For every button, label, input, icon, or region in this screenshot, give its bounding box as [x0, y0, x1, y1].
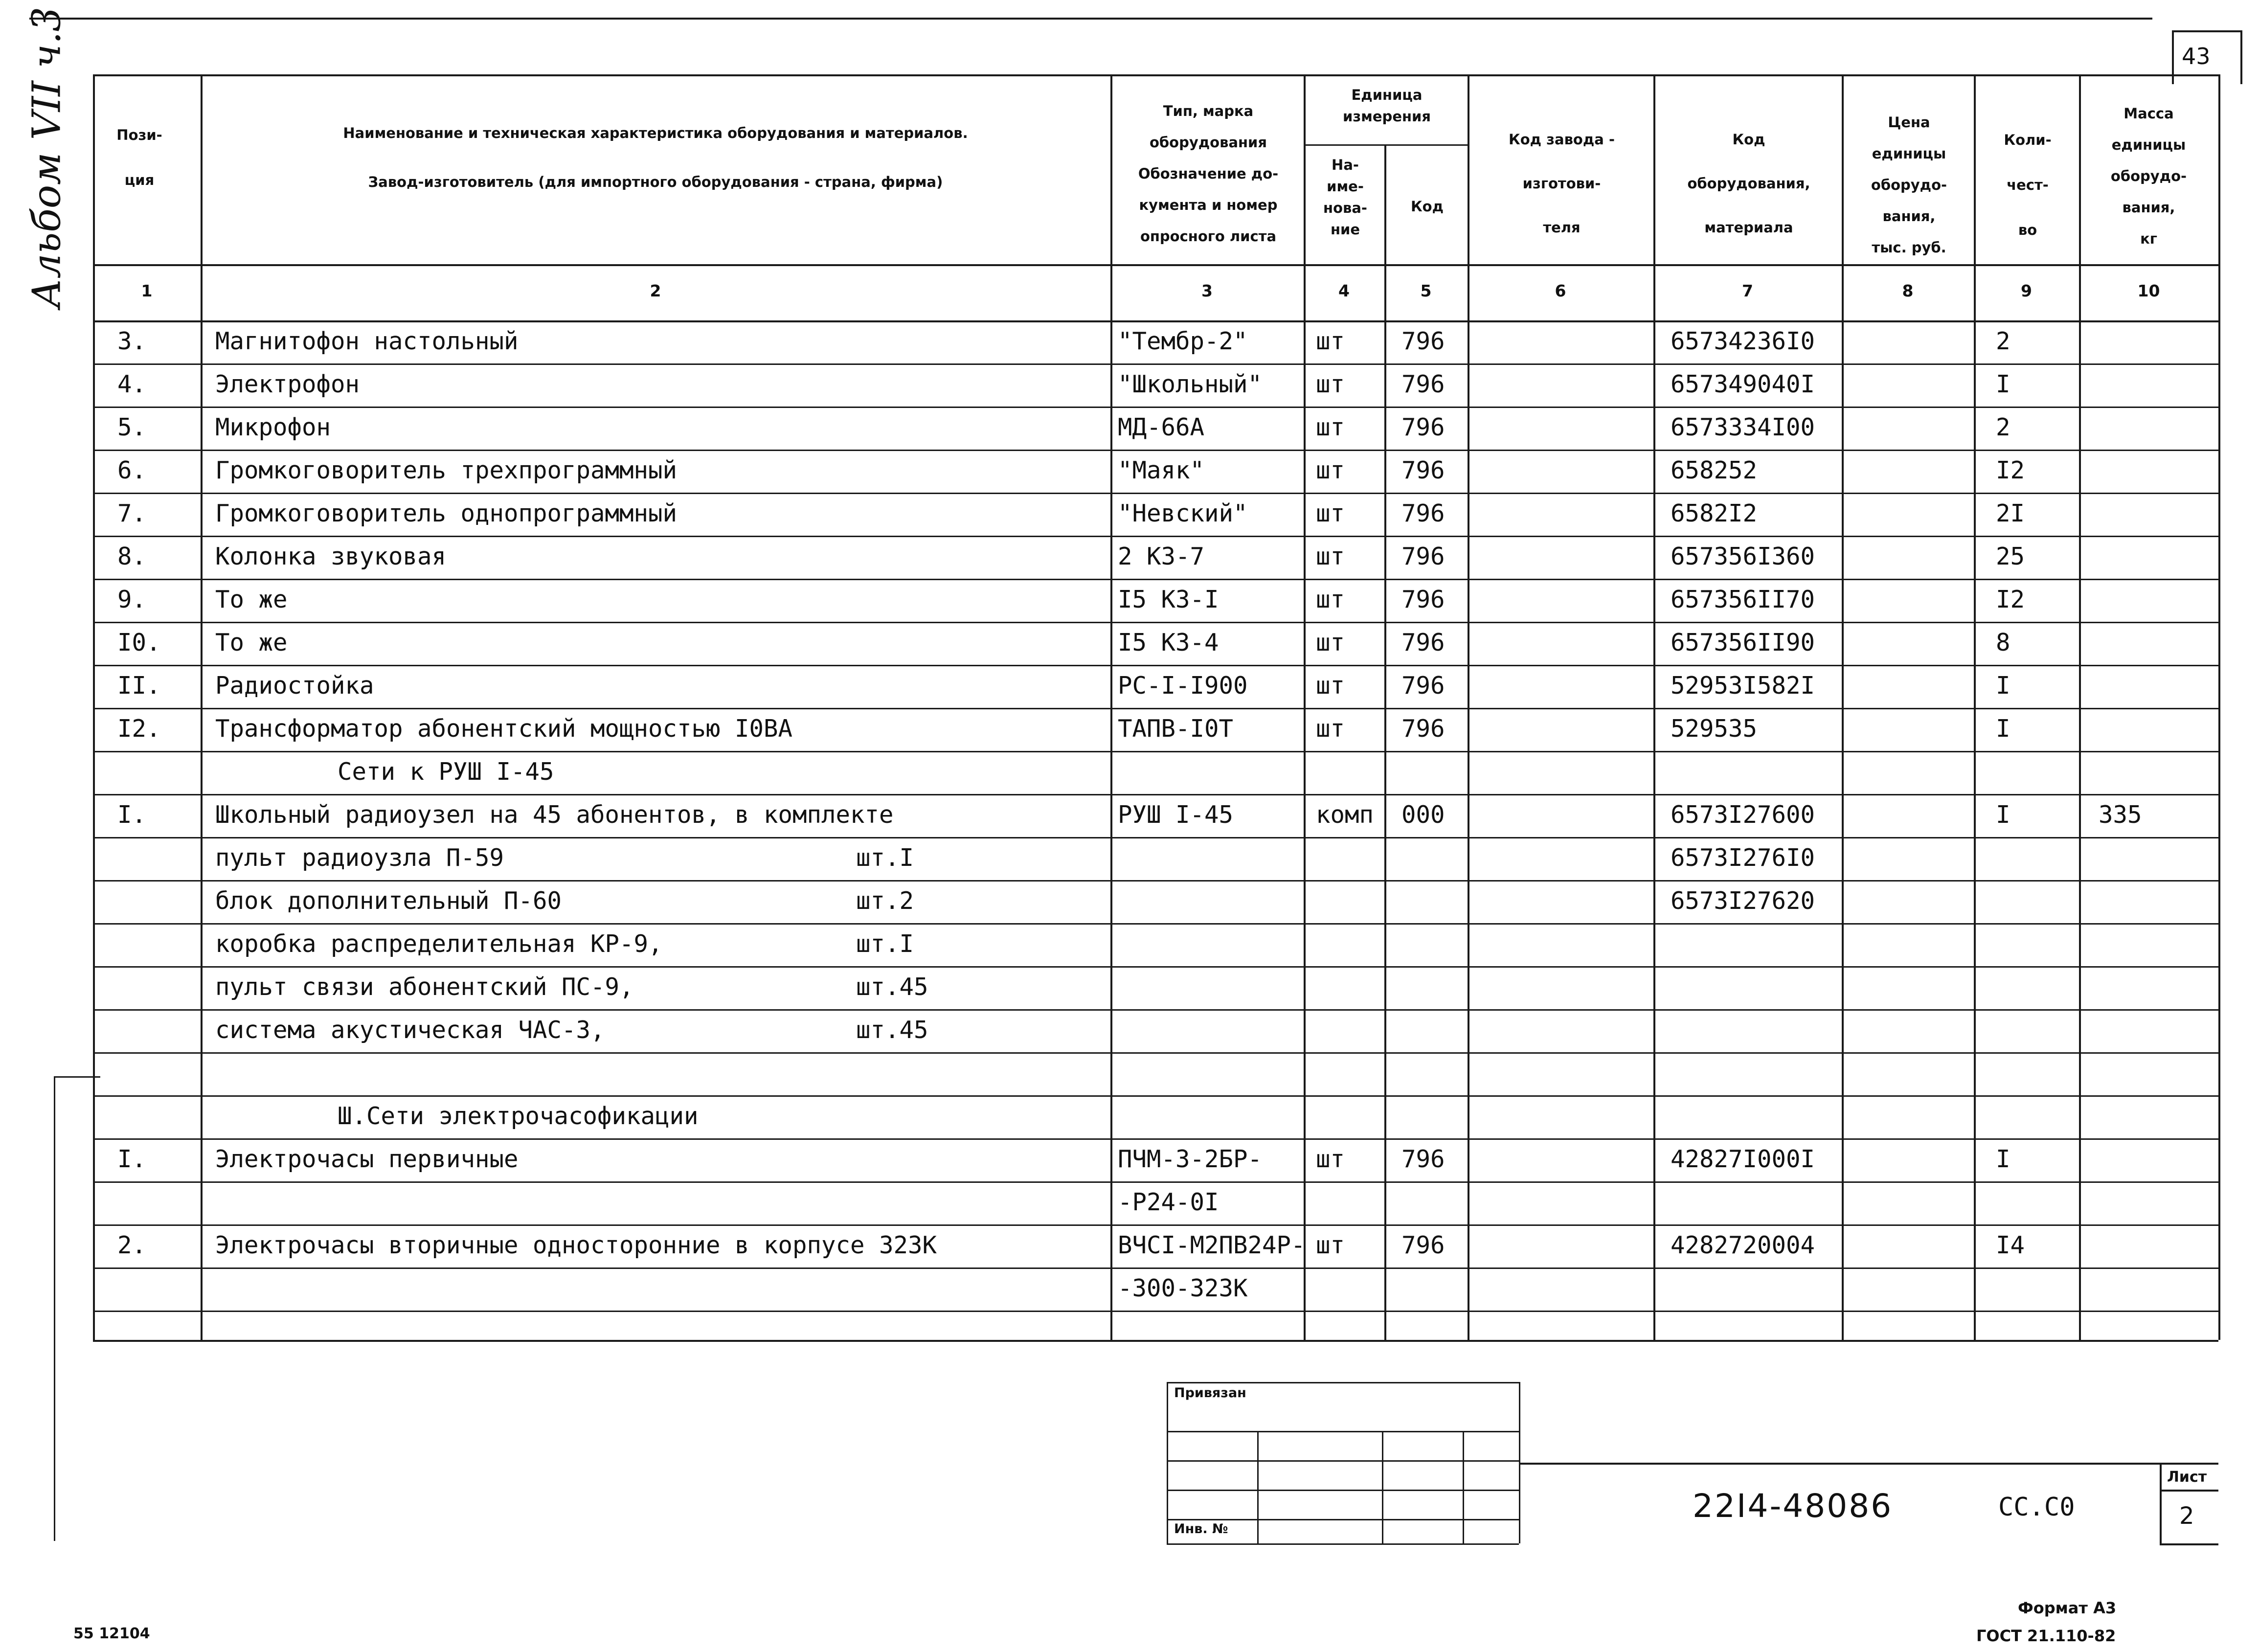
cell-unit: шт: [1316, 715, 1345, 743]
cell-count: шт.45: [856, 1016, 928, 1044]
cell-unit: шт: [1316, 499, 1345, 527]
column-number: 7: [1742, 281, 1753, 300]
cell-quantity: I4: [1996, 1231, 2025, 1259]
cell-type: ВЧСI-М2ПВ24Р-: [1118, 1231, 1306, 1259]
cell-position: I.: [117, 1145, 147, 1173]
cell-unit-code: 796: [1401, 499, 1445, 527]
row-line: [93, 579, 2218, 580]
column-line: [93, 74, 95, 1340]
sheet-cell-divider: [2160, 1490, 2218, 1492]
top-sheet-number: 43: [2182, 43, 2211, 69]
cell-unit-code: 796: [1401, 715, 1445, 743]
column-number: 2: [650, 281, 661, 300]
cell-name: пульт радиоузла П-59: [215, 844, 504, 872]
column-line: [1384, 144, 1386, 1340]
column-number: 9: [2021, 281, 2032, 300]
cell-quantity: 2: [1996, 413, 2011, 441]
row-line: [93, 923, 2218, 925]
row-line: [93, 1181, 2218, 1183]
cell-name: Громкоговоритель однопрограммный: [215, 499, 678, 527]
cell-quantity: 8: [1996, 629, 2011, 656]
row-line: [93, 1095, 2218, 1097]
top-border-line: [29, 18, 2152, 20]
cell-unit: шт: [1316, 586, 1345, 613]
header-quantity: Коли- чест- во: [2004, 132, 2052, 238]
row-line: [93, 622, 2218, 623]
section-heading: Сети к РУШ I-45: [338, 758, 554, 786]
cell-position: 5.: [117, 413, 147, 441]
column-line: [2079, 74, 2081, 1340]
cell-unit-code: 796: [1401, 543, 1445, 570]
cell-position: 2.: [117, 1231, 147, 1259]
cell-unit: шт: [1316, 543, 1345, 570]
sheet-cell-bottom: [2160, 1543, 2218, 1545]
cell-position: I0.: [117, 629, 161, 656]
cell-equipment-code: 529535: [1671, 715, 1758, 743]
cell-type: 2 КЗ-7: [1118, 543, 1205, 570]
cell-equipment-code: 6573I27620: [1671, 887, 1815, 915]
cell-type: ПЧМ-3-2БР-: [1118, 1145, 1263, 1173]
header-position: Пози- ция: [116, 127, 162, 188]
row-line: [93, 1224, 2218, 1226]
document-mark: СС.С0: [1998, 1493, 2075, 1522]
cell-unit: шт: [1316, 1231, 1345, 1259]
cell-count: шт.I: [856, 930, 914, 958]
margin-stub-top: [54, 1076, 100, 1078]
stamp-top-edge: [1167, 1382, 1519, 1383]
cell-unit-code: 000: [1401, 801, 1445, 829]
stamp-col-line-3: [1463, 1431, 1464, 1543]
cell-count: шт.I: [856, 844, 914, 872]
cell-type: РС-I-I900: [1118, 672, 1248, 700]
cell-unit-code: 796: [1401, 327, 1445, 355]
row-line: [93, 1138, 2218, 1140]
cell-unit: комп: [1316, 801, 1374, 829]
cell-name: коробка распределительная КР-9,: [215, 930, 663, 958]
cell-type: "Невский": [1118, 499, 1248, 527]
cell-unit-code: 796: [1401, 1231, 1445, 1259]
cell-name: То же: [215, 629, 288, 656]
cell-name: Электрофон: [215, 370, 360, 398]
row-line: [93, 450, 2218, 451]
column-line: [1110, 74, 1112, 1340]
cell-type: МД-66А: [1118, 413, 1205, 441]
cell-unit-code: 796: [1401, 629, 1445, 656]
cell-unit-code: 796: [1401, 1145, 1445, 1173]
cell-type: -300-323К: [1118, 1274, 1248, 1302]
cell-name: блок дополнительный П-60: [215, 887, 562, 915]
header-name-line2: Завод-изготовитель (для импортного оборудования - страна, фирма): [368, 174, 943, 190]
column-number: 5: [1420, 281, 1432, 300]
cell-quantity: I: [1996, 801, 2011, 829]
cell-equipment-code: 657356I360: [1671, 543, 1815, 570]
cell-equipment-code: 6582I2: [1671, 499, 1758, 527]
sheet-box-top: [2172, 30, 2240, 32]
column-line: [1974, 74, 1976, 1340]
cell-position: 9.: [117, 586, 147, 613]
column-number: 8: [1902, 281, 1914, 300]
cell-quantity: 25: [1996, 543, 2025, 570]
cell-equipment-code: 657349040I: [1671, 370, 1815, 398]
column-number: 10: [2137, 281, 2160, 300]
stamp-linked-label: Привязан: [1174, 1385, 1246, 1401]
cell-equipment-code: 6573I27600: [1671, 801, 1815, 829]
column-line: [201, 74, 203, 1340]
cell-quantity: I: [1996, 370, 2011, 398]
column-line: [1653, 74, 1655, 1340]
cell-mass: 335: [2099, 801, 2142, 829]
cell-position: 4.: [117, 370, 147, 398]
column-line: [2218, 74, 2220, 1340]
cell-quantity: I: [1996, 1145, 2011, 1173]
cell-name: Микрофон: [215, 413, 331, 441]
cell-unit: шт: [1316, 413, 1345, 441]
column-number: 4: [1338, 281, 1350, 300]
section-heading: Ш.Сети электрочасофикации: [338, 1102, 699, 1130]
cell-position: 6.: [117, 456, 147, 484]
cell-unit: шт: [1316, 672, 1345, 700]
cell-type: РУШ I-45: [1118, 801, 1234, 829]
cell-unit-code: 796: [1401, 370, 1445, 398]
cell-name: Электрочасы первичные: [215, 1145, 519, 1173]
row-line: [93, 837, 2218, 838]
header-unit-name: На- име- нова- ние: [1323, 157, 1367, 238]
column-line: [1842, 74, 1844, 1340]
cell-unit: шт: [1316, 1145, 1345, 1173]
cell-count: шт.45: [856, 973, 928, 1001]
sheet-cell-left: [2160, 1463, 2162, 1543]
cell-name: То же: [215, 586, 288, 613]
cell-unit-code: 796: [1401, 672, 1445, 700]
row-line: [93, 407, 2218, 408]
header-name-line1: Наименование и техническая характеристика оборудования и материалов.: [343, 125, 968, 141]
cell-equipment-code: 4282720004: [1671, 1231, 1815, 1259]
cell-unit-code: 796: [1401, 413, 1445, 441]
cell-position: I2.: [117, 715, 161, 743]
cell-name: пульт связи абонентский ПС-9,: [215, 973, 634, 1001]
document-code: 22I4-48086: [1693, 1487, 1893, 1525]
cell-name: Радиостойка: [215, 672, 374, 700]
cell-name: Электрочасы вторичные односторонние в корпусе 323К: [215, 1231, 937, 1259]
column-number: 3: [1201, 281, 1213, 300]
cell-quantity: I2: [1996, 586, 2025, 613]
cell-position: I.: [117, 801, 147, 829]
gost-label: ГОСТ 21.110-82: [1976, 1627, 2116, 1645]
row-line: [93, 794, 2218, 795]
row-line: [93, 1311, 2218, 1312]
cell-quantity: I: [1996, 672, 2011, 700]
cell-type: "Школьный": [1118, 370, 1263, 398]
cell-equipment-code: 42827I000I: [1671, 1145, 1815, 1173]
header-equipment-code: Код оборудования, материала: [1687, 131, 1810, 236]
side-note: Альбом VII ч.3: [23, 6, 69, 308]
row-line: [93, 880, 2218, 882]
cell-position: 7.: [117, 499, 147, 527]
cell-type: "Маяк": [1118, 456, 1205, 484]
cell-position: II.: [117, 672, 161, 700]
column-number: 1: [141, 281, 153, 300]
header-mass: Масса единицы оборудо- вания, кг: [2110, 105, 2187, 247]
stamp-row-line-2: [1167, 1460, 1519, 1462]
table-top-line: [93, 74, 2218, 76]
row-line: [93, 665, 2218, 666]
row-line: [93, 363, 2218, 365]
cell-unit: шт: [1316, 456, 1345, 484]
header-unit-code: Код: [1410, 198, 1444, 215]
cell-unit-code: 796: [1401, 456, 1445, 484]
cell-type: I5 КЗ-I: [1118, 586, 1219, 613]
column-number: 6: [1555, 281, 1566, 300]
header-price: Цена единицы оборудо- вания, тыс. руб.: [1871, 114, 1947, 256]
cell-equipment-code: 657356II70: [1671, 586, 1815, 613]
cell-unit: шт: [1316, 327, 1345, 355]
cell-quantity: I: [1996, 715, 2011, 743]
title-block-line: [1519, 1463, 2218, 1465]
cell-name: система акустическая ЧАС-3,: [215, 1016, 605, 1044]
row-line: [93, 966, 2218, 968]
stamp-col-line-2: [1382, 1431, 1383, 1543]
cell-unit-code: 796: [1401, 586, 1445, 613]
row-line: [93, 708, 2218, 709]
stamp-col-line-1: [1257, 1431, 1259, 1543]
sheet-label: Лист: [2167, 1469, 2207, 1486]
cell-equipment-code: 658252: [1671, 456, 1758, 484]
cell-count: шт.2: [856, 887, 914, 915]
cell-name: Трансформатор абонентский мощностью I0ВА: [215, 715, 793, 743]
cell-equipment-code: 6573334I00: [1671, 413, 1815, 441]
cell-unit: шт: [1316, 370, 1345, 398]
cell-position: 3.: [117, 327, 147, 355]
cell-type: I5 КЗ-4: [1118, 629, 1219, 656]
row-line: [93, 751, 2218, 752]
cell-equipment-code: 52953I582I: [1671, 672, 1815, 700]
print-number: 55 12104: [73, 1625, 150, 1642]
cell-unit: шт: [1316, 629, 1345, 656]
column-line: [1468, 74, 1469, 1340]
stamp-row-line-3: [1167, 1490, 1519, 1491]
row-line: [93, 493, 2218, 494]
table-bottom-line: [93, 1340, 2218, 1342]
row-line: [93, 1267, 2218, 1269]
cell-type: -Р24-0I: [1118, 1188, 1219, 1216]
cell-quantity: 2I: [1996, 499, 2025, 527]
cell-equipment-code: 657356II90: [1671, 629, 1815, 656]
header-type: Тип, марка оборудования Обозначение до- кумента и номер опросного листа: [1138, 103, 1279, 245]
row-line: [93, 1009, 2218, 1011]
cell-type: "Тембр-2": [1118, 327, 1248, 355]
stamp-row-line-4: [1167, 1519, 1519, 1520]
cell-equipment-code: 6573I276I0: [1671, 844, 1815, 872]
cell-quantity: I2: [1996, 456, 2025, 484]
header-plant-code: Код завода - изготови- теля: [1509, 131, 1615, 236]
cell-name: Громкоговоритель трехпрограммный: [215, 456, 678, 484]
stamp-row-line-1: [1167, 1431, 1519, 1432]
cell-quantity: 2: [1996, 327, 2011, 355]
column-number-line: [93, 320, 2218, 322]
column-line: [1304, 74, 1306, 1340]
cell-name: Школьный радиоузел на 45 абонентов, в комплекте: [215, 801, 894, 829]
row-line: [93, 1052, 2218, 1054]
stamp-inventory-label: Инв. №: [1174, 1521, 1228, 1537]
sheet-box-right: [2240, 30, 2242, 84]
cell-equipment-code: 657342З6I0: [1671, 327, 1815, 355]
margin-stub-line: [54, 1076, 55, 1541]
cell-name: Магнитофон настольный: [215, 327, 519, 355]
cell-name: Колонка звуковая: [215, 543, 447, 570]
header-bottom-line: [93, 264, 2218, 266]
stamp-bottom-edge: [1167, 1543, 1519, 1545]
header-unit-group: Единица измерения: [1343, 87, 1431, 125]
row-line: [93, 536, 2218, 537]
format-label: Формат А3: [2018, 1599, 2117, 1617]
cell-position: 8.: [117, 543, 147, 570]
cell-type: ТАПВ-I0Т: [1118, 715, 1234, 743]
sheet-number: 2: [2179, 1502, 2194, 1530]
